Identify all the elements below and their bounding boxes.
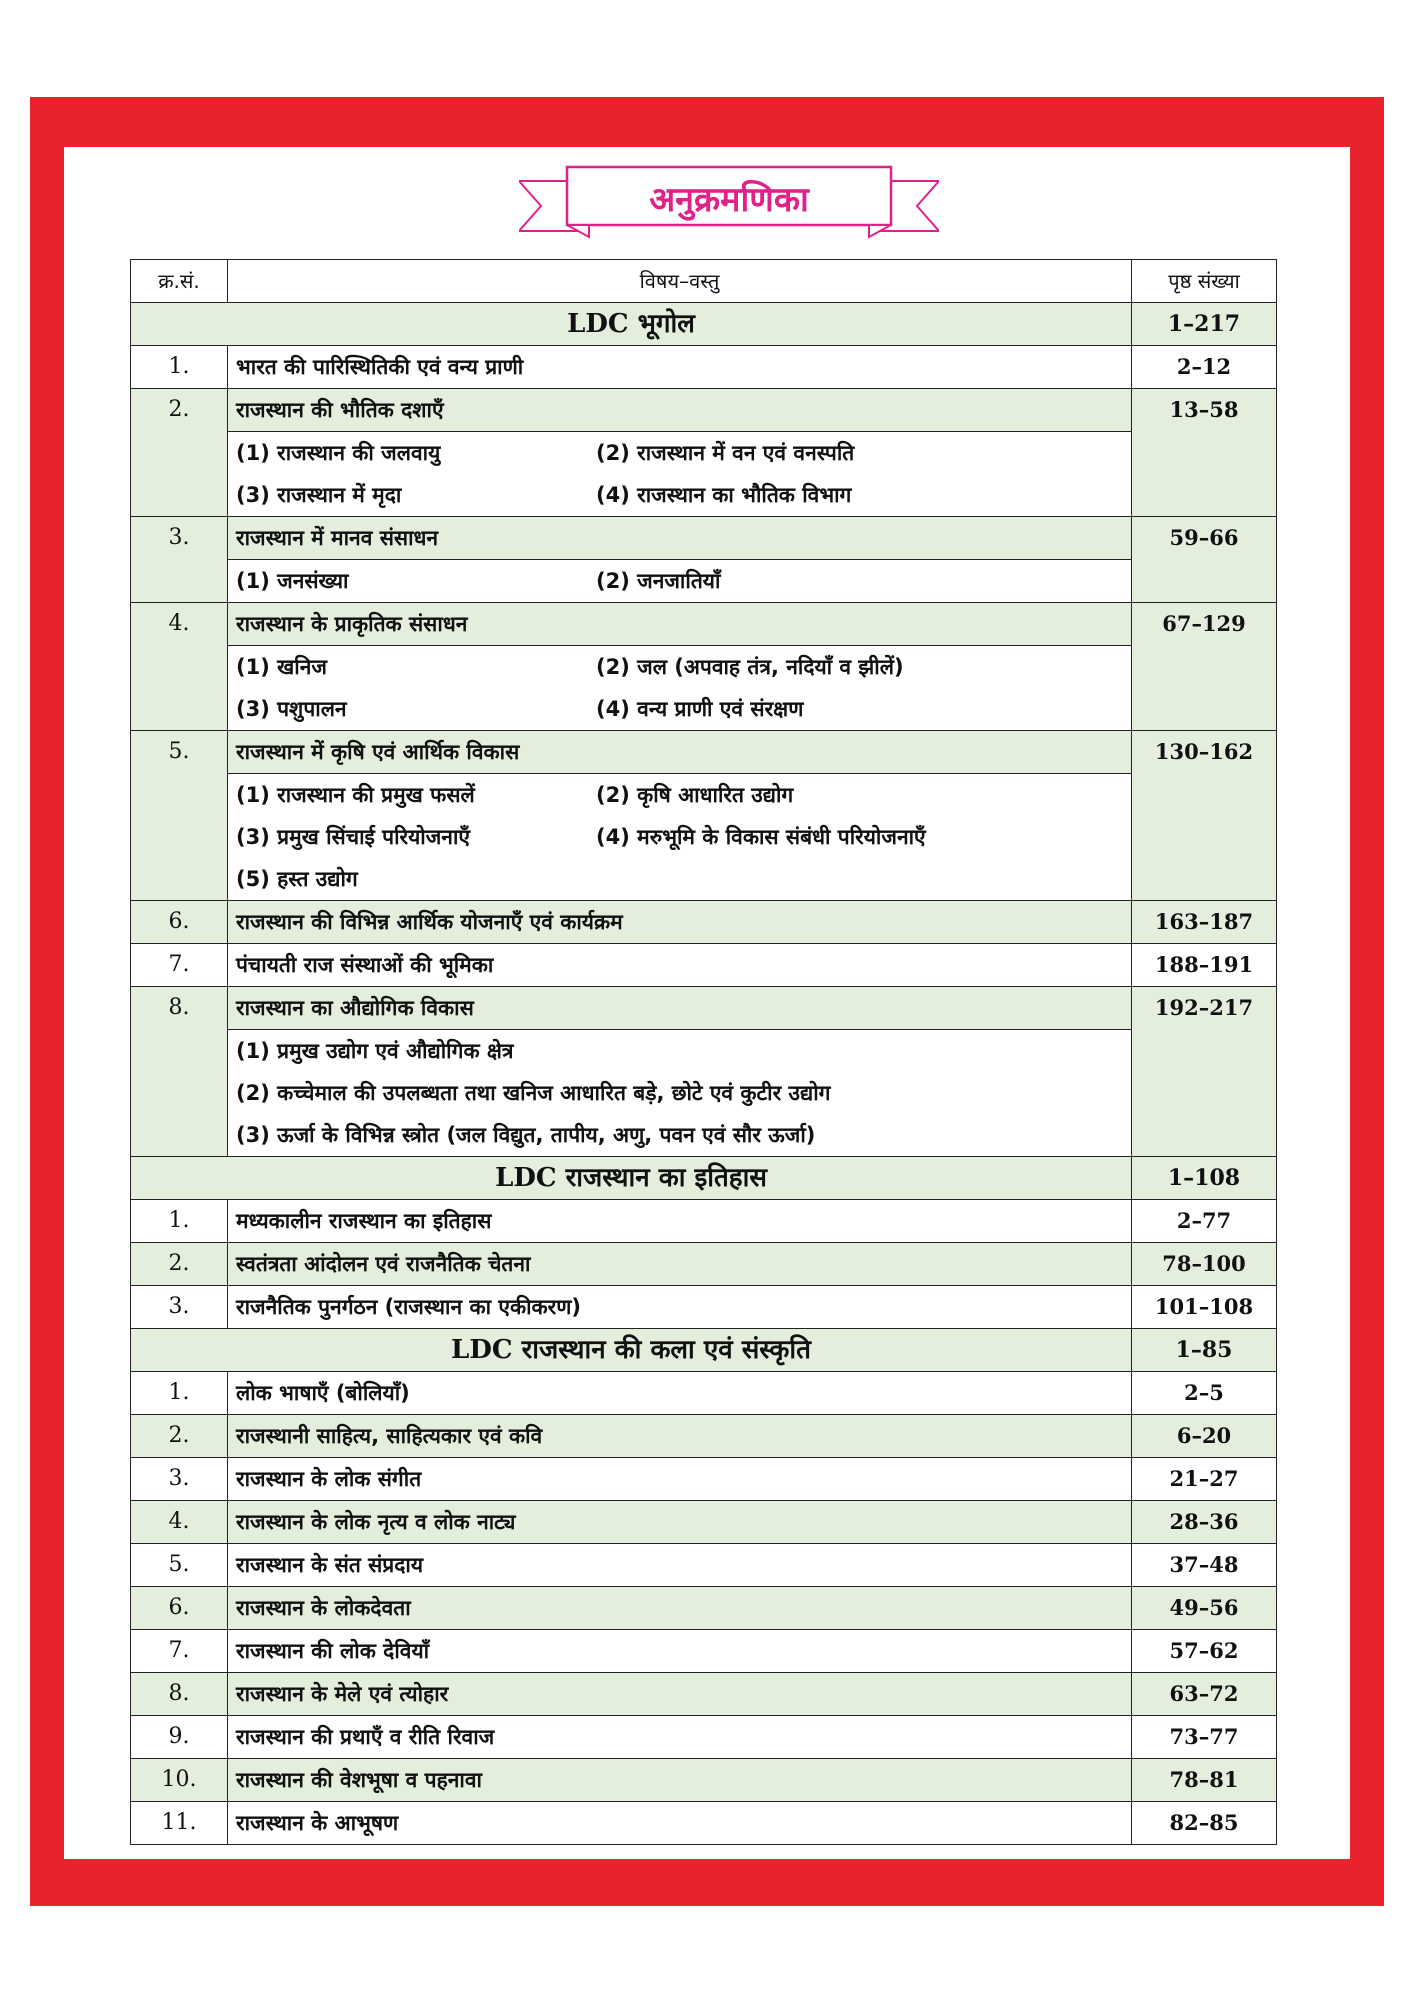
header-no: क्र.सं. — [131, 260, 228, 303]
subtopic-item: (3) पशुपालन — [236, 697, 347, 721]
contents-table — [130, 259, 1277, 1845]
row-pages: 59–66 — [1132, 517, 1277, 603]
section-pages: 1–217 — [1132, 303, 1277, 346]
subtopic-item: (4) वन्य प्राणी एवं संरक्षण — [596, 697, 804, 721]
section-pages: 1–85 — [1132, 1329, 1277, 1372]
subtopic-grid — [236, 432, 1123, 516]
row-topic: राजस्थान की वेशभूषा व पहनावा — [228, 1759, 1132, 1802]
row-number: 2. — [131, 1415, 228, 1458]
row-pages: 130–162 — [1132, 731, 1277, 901]
row-topic: राजस्थान की विभिन्न आर्थिक योजनाएँ एवं कार्यक्रम — [228, 901, 1132, 944]
row-number: 3. — [131, 517, 228, 603]
row-topic: लोक भाषाएँ (बोलियाँ) — [228, 1372, 1132, 1415]
subtopic-row — [131, 1030, 1277, 1157]
row-topic: राजस्थानी साहित्य, साहित्यकार एवं कवि — [228, 1415, 1132, 1458]
subtopic-grid — [236, 560, 1123, 602]
row-pages: 28–36 — [1132, 1501, 1277, 1544]
row-topic: राजनैतिक पुनर्गठन (राजस्थान का एकीकरण) — [228, 1286, 1132, 1329]
row-number: 1. — [131, 1372, 228, 1415]
subtopic-item: (1) राजस्थान की प्रमुख फसलें — [236, 783, 475, 807]
row-number: 7. — [131, 944, 228, 987]
row-topic: राजस्थान के लोकदेवता — [228, 1587, 1132, 1630]
subtopic-cell — [228, 774, 1132, 901]
subtopic-cell — [228, 646, 1132, 731]
subtopic-item: (4) राजस्थान का भौतिक विभाग — [596, 483, 852, 507]
table-row — [131, 1802, 1277, 1845]
row-pages: 6–20 — [1132, 1415, 1277, 1458]
row-pages: 78–81 — [1132, 1759, 1277, 1802]
row-number: 3. — [131, 1458, 228, 1501]
row-topic: राजस्थान के आभूषण — [228, 1802, 1132, 1845]
row-topic: राजस्थान में कृषि एवं आर्थिक विकास — [228, 731, 1132, 774]
section-row — [131, 1157, 1277, 1200]
table-row — [131, 731, 1277, 774]
row-topic: राजस्थान के मेले एवं त्योहार — [228, 1673, 1132, 1716]
subtopic-item: (1) राजस्थान की जलवायु — [236, 441, 441, 465]
table-row — [131, 1458, 1277, 1501]
subtopic-item: (2) कच्चेमाल की उपलब्धता तथा खनिज आधारित बड़े, छोटे एवं कुटीर उद्योग — [236, 1081, 831, 1105]
subtopic-item: (2) जनजातियाँ — [596, 569, 721, 593]
row-topic: पंचायती राज संस्थाओं की भूमिका — [228, 944, 1132, 987]
table-row — [131, 1372, 1277, 1415]
row-pages: 2–5 — [1132, 1372, 1277, 1415]
section-row — [131, 1329, 1277, 1372]
row-pages: 37–48 — [1132, 1544, 1277, 1587]
row-topic: राजस्थान के संत संप्रदाय — [228, 1544, 1132, 1587]
subtopic-row — [131, 560, 1277, 603]
subtopic-item: (2) जल (अपवाह तंत्र, नदियाँ व झीलें) — [596, 655, 904, 679]
row-topic: राजस्थान का औद्योगिक विकास — [228, 987, 1132, 1030]
subtopic-item: (3) ऊर्जा के विभिन्न स्त्रोत (जल विद्युत, तापीय, अणु, पवन एवं सौर ऊर्जा) — [236, 1123, 816, 1147]
subtopic-item: (3) प्रमुख सिंचाई परियोजनाएँ — [236, 825, 471, 849]
table-row — [131, 944, 1277, 987]
row-number: 10. — [131, 1759, 228, 1802]
page-content — [64, 147, 1350, 1859]
row-topic: राजस्थान के लोक नृत्य व लोक नाट्य — [228, 1501, 1132, 1544]
row-pages: 49–56 — [1132, 1587, 1277, 1630]
page-title: अनुक्रमणिका — [649, 180, 809, 220]
subtopic-item: (3) राजस्थान में मृदा — [236, 483, 402, 507]
row-pages: 101–108 — [1132, 1286, 1277, 1329]
row-number: 6. — [131, 901, 228, 944]
row-number: 5. — [131, 731, 228, 901]
subtopic-cell — [228, 432, 1132, 517]
row-pages: 63–72 — [1132, 1673, 1277, 1716]
row-pages: 73–77 — [1132, 1716, 1277, 1759]
row-pages: 57–62 — [1132, 1630, 1277, 1673]
row-number: 2. — [131, 1243, 228, 1286]
row-number: 3. — [131, 1286, 228, 1329]
row-pages: 78–100 — [1132, 1243, 1277, 1286]
subtopic-row — [131, 646, 1277, 731]
subtopic-item: (4) मरुभूमि के विकास संबंधी परियोजनाएँ — [596, 825, 926, 849]
header-subject: विषय–वस्तु — [228, 260, 1132, 303]
row-topic: राजस्थान के लोक संगीत — [228, 1458, 1132, 1501]
row-number: 9. — [131, 1716, 228, 1759]
row-pages: 2–12 — [1132, 346, 1277, 389]
table-row — [131, 346, 1277, 389]
row-number: 5. — [131, 1544, 228, 1587]
subtopic-item: (1) प्रमुख उद्योग एवं औद्योगिक क्षेत्र — [236, 1039, 514, 1063]
table-row — [131, 389, 1277, 432]
row-number: 8. — [131, 987, 228, 1157]
table-row — [131, 1544, 1277, 1587]
subtopic-cell — [228, 1030, 1132, 1157]
subtopic-grid — [236, 774, 1123, 900]
row-topic: राजस्थान की लोक देवियाँ — [228, 1630, 1132, 1673]
subtopic-grid — [236, 646, 1123, 730]
row-topic: भारत की पारिस्थितिकी एवं वन्य प्राणी — [228, 346, 1132, 389]
row-pages: 13–58 — [1132, 389, 1277, 517]
table-row — [131, 1673, 1277, 1716]
title-banner — [519, 163, 939, 243]
row-topic: राजस्थान के प्राकृतिक संसाधन — [228, 603, 1132, 646]
table-row — [131, 517, 1277, 560]
row-pages: 21–27 — [1132, 1458, 1277, 1501]
section-row — [131, 303, 1277, 346]
subtopic-item: (1) जनसंख्या — [236, 569, 349, 593]
row-topic: राजस्थान में मानव संसाधन — [228, 517, 1132, 560]
row-topic: स्वतंत्रता आंदोलन एवं राजनैतिक चेतना — [228, 1243, 1132, 1286]
section-pages: 1–108 — [1132, 1157, 1277, 1200]
subtopic-row — [131, 432, 1277, 517]
row-number: 4. — [131, 1501, 228, 1544]
subtopic-item: (5) हस्त उद्योग — [236, 867, 358, 891]
table-row — [131, 1587, 1277, 1630]
table-row — [131, 1630, 1277, 1673]
table-row — [131, 1759, 1277, 1802]
row-topic: राजस्थान की भौतिक दशाएँ — [228, 389, 1132, 432]
table-row — [131, 1501, 1277, 1544]
subtopic-item: (2) कृषि आधारित उद्योग — [596, 783, 794, 807]
table-row — [131, 603, 1277, 646]
row-pages: 188–191 — [1132, 944, 1277, 987]
table-row — [131, 1415, 1277, 1458]
row-pages: 67–129 — [1132, 603, 1277, 731]
row-number: 7. — [131, 1630, 228, 1673]
table-row — [131, 1716, 1277, 1759]
row-number: 6. — [131, 1587, 228, 1630]
subtopic-item: (2) राजस्थान में वन एवं वनस्पति — [596, 441, 855, 465]
table-row — [131, 987, 1277, 1030]
table-row — [131, 1200, 1277, 1243]
section-title: LDC राजस्थान का इतिहास — [131, 1157, 1132, 1200]
row-number: 4. — [131, 603, 228, 731]
row-number: 1. — [131, 1200, 228, 1243]
row-topic: मध्यकालीन राजस्थान का इतिहास — [228, 1200, 1132, 1243]
subtopic-row — [131, 774, 1277, 901]
row-pages: 192–217 — [1132, 987, 1277, 1157]
section-title: LDC राजस्थान की कला एवं संस्कृति — [131, 1329, 1132, 1372]
row-number: 11. — [131, 1802, 228, 1845]
row-number: 8. — [131, 1673, 228, 1716]
section-title: LDC भूगोल — [131, 303, 1132, 346]
row-pages: 2–77 — [1132, 1200, 1277, 1243]
header-page: पृष्ठ संख्या — [1132, 260, 1277, 303]
table-row — [131, 1243, 1277, 1286]
row-pages: 163–187 — [1132, 901, 1277, 944]
table-header-row — [131, 260, 1277, 303]
table-row — [131, 901, 1277, 944]
row-number: 2. — [131, 389, 228, 517]
subtopic-item: (1) खनिज — [236, 655, 327, 679]
subtopic-cell — [228, 560, 1132, 603]
row-pages: 82–85 — [1132, 1802, 1277, 1845]
table-row — [131, 1286, 1277, 1329]
row-number: 1. — [131, 346, 228, 389]
row-topic: राजस्थान की प्रथाएँ व रीति रिवाज — [228, 1716, 1132, 1759]
